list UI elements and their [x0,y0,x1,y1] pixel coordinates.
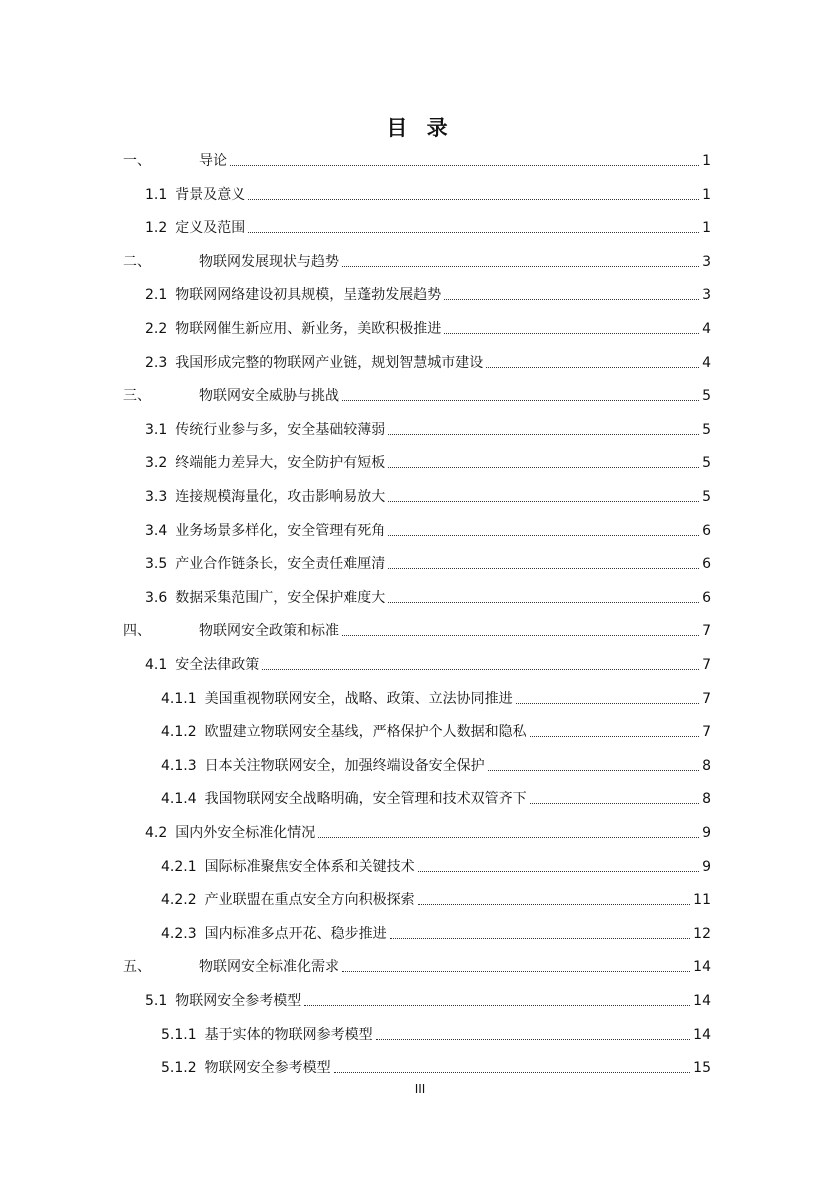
toc-entry-page: 7 [702,724,711,741]
toc-entry-title: 国际标准聚焦安全体系和关键技术 [204,858,415,875]
toc-entry-number: 4.1.2 [161,724,197,741]
toc-entry-number: 2.3 [145,354,168,371]
toc-entry-page: 14 [693,959,711,976]
toc-entry-number: 3.2 [145,455,168,472]
toc-entry-title: 物联网发展现状与趋势 [199,253,339,270]
toc-entry[interactable] [0,284,840,306]
toc-entry-page: 6 [702,589,711,606]
toc-entry-page: 15 [693,1060,711,1077]
toc-dot-leader [342,634,699,636]
toc-entry-page: 14 [693,1026,711,1043]
toc-dot-leader [230,164,699,166]
toc-dot-leader [488,769,699,771]
toc-dot-leader [530,735,699,737]
toc-entry-title: 日本关注物联网安全，加强终端设备安全保护 [204,757,485,774]
toc-dot-leader [248,231,699,233]
toc-entry-page: 8 [702,757,711,774]
toc-entry-title: 连接规模海量化，攻击影响易放大 [175,489,386,505]
toc-dot-leader [388,500,699,502]
toc-entry-page: 5 [702,388,711,405]
toc-entry-page: 6 [702,556,711,573]
toc-entry-page: 7 [702,657,711,673]
toc-entry-number: 3.5 [145,556,168,573]
toc-entry-title: 产业合作链条长，安全责任难厘清 [175,556,386,573]
toc-entry[interactable] [0,385,840,407]
toc-entry-page: 1 [702,186,711,203]
toc-entry-page: 7 [702,623,711,640]
toc-entry-number: 2.2 [145,321,168,337]
toc-entry-number: 2.1 [145,287,168,304]
toc-entry-title: 美国重视物联网安全，战略、政策、立法协同推进 [204,690,513,707]
toc-entry-number: 五、 [123,959,151,976]
toc-entry-number: 一、 [123,153,151,169]
toc-dot-leader [388,601,699,603]
toc-entry[interactable] [0,352,840,374]
toc-entry-number: 二、 [123,253,151,270]
toc-dot-leader [262,668,699,670]
toc-dot-leader [486,366,699,368]
toc-entry-title: 物联网安全威胁与挑战 [199,388,339,405]
toc-entry[interactable] [0,251,840,273]
toc-entry[interactable] [0,721,840,743]
toc-entry-number: 4.2 [145,825,168,841]
toc-entry-page: 1 [702,220,711,237]
toc-entry-page: 1 [702,153,711,169]
toc-dot-leader [388,534,699,536]
toc-entry-title: 物联网安全标准化需求 [199,959,339,976]
toc-entry[interactable] [0,923,840,945]
toc-entry[interactable] [0,318,840,340]
toc-entry[interactable] [0,553,840,575]
toc-dot-leader [444,298,699,300]
toc-entry-page: 4 [702,354,711,371]
toc-dot-leader [530,802,699,804]
toc-entry-title: 业务场景多样化，安全管理有死角 [175,522,386,539]
toc-entry-page: 7 [702,690,711,707]
toc-entry-title: 物联网安全参考模型 [175,993,302,1009]
toc-dot-leader [342,399,699,401]
toc-entry-number: 4.1.3 [161,757,197,774]
toc-entry[interactable] [0,150,840,172]
toc-entry-number: 三、 [123,388,151,405]
toc-entry-number: 四、 [123,623,151,640]
toc-entry[interactable] [0,889,840,911]
toc-entry-title: 我国形成完整的物联网产业链，规划智慧城市建设 [175,354,484,371]
toc-dot-leader [334,1071,691,1073]
toc-entry-page: 9 [702,858,711,875]
toc-entry[interactable] [0,956,840,978]
toc-entry[interactable] [0,184,840,206]
toc-entry-title: 物联网安全参考模型 [204,1060,331,1077]
toc-entry[interactable] [0,755,840,777]
toc-entry-title: 国内标准多点开花、稳步推进 [204,925,387,942]
toc-entry-title: 传统行业参与多，安全基础较薄弱 [175,421,386,438]
toc-entry[interactable] [0,822,840,844]
toc-entry-page: 3 [702,253,711,270]
toc-entry-page: 9 [702,825,711,841]
toc-entry-number: 4.1 [145,657,168,673]
toc-entry[interactable] [0,688,840,710]
toc-entry-page: 12 [693,925,711,942]
toc-entry-page: 5 [702,455,711,472]
toc-entry-number: 3.6 [145,589,168,606]
toc-dot-leader [342,265,699,267]
toc-entry-title: 导论 [199,153,227,169]
toc-entry-title: 我国物联网安全战略明确，安全管理和技术双管齐下 [204,791,527,808]
toc-entry[interactable] [0,788,840,810]
page-title: 目 录 [386,116,454,140]
toc-entry-number: 3.1 [145,421,168,438]
toc-entry-title: 产业联盟在重点安全方向积极探索 [204,892,415,909]
toc-entry-page: 5 [702,489,711,505]
toc-entry-title: 基于实体的物联网参考模型 [204,1026,373,1043]
toc-entry[interactable] [0,990,840,1012]
toc-dot-leader [418,903,691,905]
toc-entry-title: 物联网安全政策和标准 [199,623,339,640]
toc-entry-number: 5.1.2 [161,1060,197,1077]
toc-entry-title: 国内外安全标准化情况 [175,825,316,841]
toc-entry-number: 5.1.1 [161,1026,197,1043]
toc-entry-number: 1.1 [145,186,168,203]
toc-entry[interactable] [0,520,840,542]
toc-entry-number: 4.2.3 [161,925,197,942]
toc-entry-number: 3.4 [145,522,168,539]
toc-entry-page: 8 [702,791,711,808]
toc-entry-page: 4 [702,321,711,337]
toc-entry[interactable] [0,620,840,642]
toc-entry[interactable] [0,217,840,239]
toc-entry-number: 4.1.4 [161,791,197,808]
toc-entry-page: 11 [693,892,711,909]
toc-entry[interactable] [0,486,840,508]
toc-entry-number: 3.3 [145,489,168,505]
toc-entry-page: 14 [693,993,711,1009]
toc-entry[interactable] [0,1024,840,1046]
toc-dot-leader [388,466,699,468]
page-number: III [414,1082,426,1096]
toc-dot-leader [318,836,699,838]
toc-entry[interactable] [0,654,840,676]
toc-dot-leader [342,970,690,972]
toc-entry-number: 4.2.2 [161,892,197,909]
toc-entry-page: 3 [702,287,711,304]
toc-entry[interactable] [0,452,840,474]
toc-entry-page: 6 [702,522,711,539]
toc-entry-title: 定义及范围 [175,220,246,237]
toc-dot-leader [444,332,699,334]
toc-entry-title: 安全法律政策 [175,657,260,673]
toc-entry[interactable] [0,587,840,609]
toc-dot-leader [388,433,699,435]
toc-dot-leader [388,567,699,569]
toc-entry-title: 数据采集范围广，安全保护难度大 [175,589,386,606]
toc-entry-title: 背景及意义 [175,186,246,203]
toc-dot-leader [376,1038,691,1040]
toc-entry-number: 4.2.1 [161,858,197,875]
toc-dot-leader [304,1004,690,1006]
toc-entry-title: 物联网催生新应用、新业务，美欧积极推进 [175,321,442,337]
toc-entry-page: 5 [702,421,711,438]
toc-entry[interactable] [0,1057,840,1079]
toc-entry[interactable] [0,856,840,878]
toc-entry-title: 物联网网络建设初具规模，呈蓬勃发展趋势 [175,287,442,304]
toc-entry-number: 5.1 [145,993,168,1009]
toc-entry-title: 欧盟建立物联网安全基线，严格保护个人数据和隐私 [204,724,527,741]
toc-entry[interactable] [0,419,840,441]
toc-entry-title: 终端能力差异大，安全防护有短板 [175,455,386,472]
toc-dot-leader [248,198,699,200]
toc-entry-number: 4.1.1 [161,690,197,707]
toc-dot-leader [516,702,699,704]
toc-dot-leader [418,870,699,872]
toc-dot-leader [390,937,691,939]
toc-entry-number: 1.2 [145,220,168,237]
